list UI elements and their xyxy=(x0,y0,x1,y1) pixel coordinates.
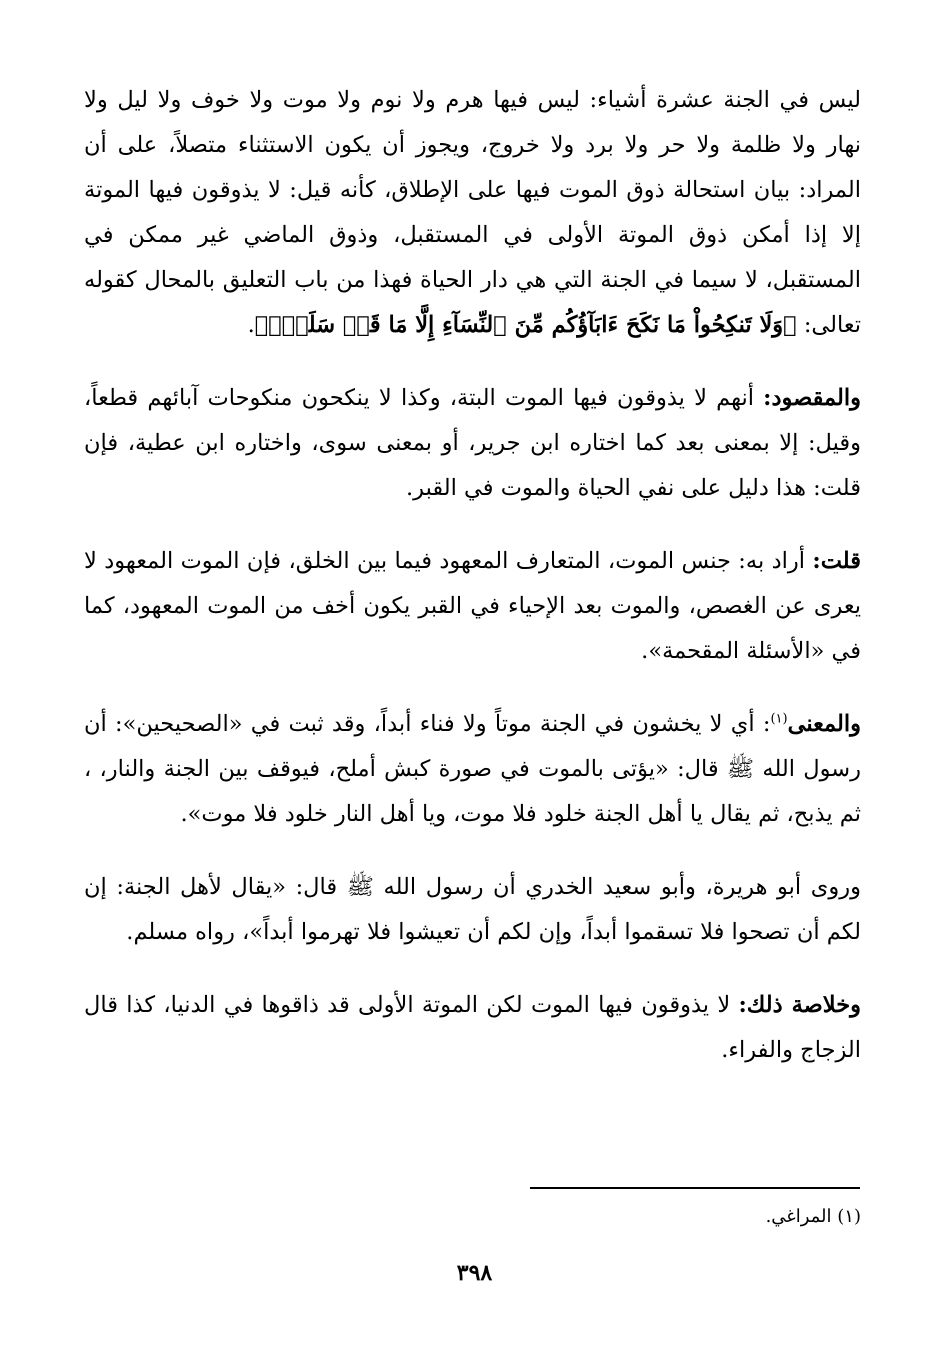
footnote-reference[interactable]: (١) xyxy=(770,711,788,727)
footnote xyxy=(766,1202,861,1232)
paragraph-tail: . xyxy=(247,312,255,338)
paragraph-text: وروى أبو هريرة، وأبو سعيد الخدري أن رسول الله ﷺ قال: «يقال لأهل الجنة: إن لكم أن تصحوا فلا تسقموا أبداً، وإن لكم أن تعيشوا فلا تهرموا أبداً»، رواه مسلم. xyxy=(84,874,861,945)
paragraph-text: أنهم لا يذوقون فيها الموت البتة، وكذا لا ينكحون منكوحات آبائهم قطعاً، وقيل: إلا بمعنى بعد كما اختاره ابن جرير، أو بمعنى سوى، واختاره ابن عطية، فإن قلت: هذا دليل على نفي الحياة والموت في القبر. xyxy=(84,385,861,501)
footnote-divider xyxy=(530,1187,860,1189)
footnote-text: المراغي. xyxy=(765,1206,832,1227)
paragraph-text: ليس في الجنة عشرة أشياء: ليس فيها هرم ولا نوم ولا موت ولا خوف ولا ليل ولا نهار ولا ظلمة ولا حر ولا برد ولا خروج، ويجوز أن يكون الاستثناء متصلاً، على أن المراد: بيان استحالة ذوق الموت فيها على الإطلاق، كأنه قيل: لا يذوقون فيها الموتة إلا إذا أمكن ذوق الموتة الأولى في المستقبل، وذوق الماضي غير ممكن في المستقبل، لا سيما في الجنة التي هي دار الحياة فهذا من باب التعليق بالمحال كقوله تعالى: xyxy=(84,87,861,338)
paragraph-3 xyxy=(84,539,861,674)
paragraph-4 xyxy=(84,702,861,837)
paragraph-5 xyxy=(84,865,861,955)
lead-term: والمقصود: xyxy=(763,385,861,411)
main-text xyxy=(84,78,861,1101)
paragraph-1 xyxy=(84,78,861,348)
lead-term: وخلاصة ذلك: xyxy=(738,992,861,1018)
paragraph-2 xyxy=(84,376,861,511)
paragraph-text: لا يذوقون فيها الموت لكن الموتة الأولى قد ذاقوها في الدنيا، كذا قال الزجاج والفراء. xyxy=(84,992,861,1063)
footnote-marker: (١) xyxy=(837,1206,861,1227)
paragraph-text: أراد به: جنس الموت، المتعارف المعهود فيما بين الخلق، فإن الموت المعهود لا يعرى عن الغصص، والموت بعد الإحياء في القبر يكون أخف من الموت المعهود، كما في «الأسئلة المقحمة». xyxy=(84,548,861,664)
page-number: ٣٩٨ xyxy=(456,1260,493,1286)
quran-verse: ﴿وَلَا تَنكِحُواْ مَا نَكَحَ ءَابَآؤُكُم مِّنَ ٱلنِّسَآءِ إِلَّا مَا قَدۡ سَلَفَۚ﴾ xyxy=(254,312,797,338)
lead-term: والمعنى xyxy=(787,711,861,737)
paragraph-text: : أي لا يخشون في الجنة موتاً ولا فناء أبداً، وقد ثبت في «الصحيحين»: أن رسول الله ﷺ قال: «يؤتى بالموت في صورة كبش أملح، فيوقف بين الجنة والنار، ، ثم يذبح، ثم يقال يا أهل الجنة خلود فلا موت، ويا أهل النار خلود فلا موت». xyxy=(84,711,861,827)
paragraph-6 xyxy=(84,983,861,1073)
lead-term: قلت: xyxy=(812,548,861,574)
